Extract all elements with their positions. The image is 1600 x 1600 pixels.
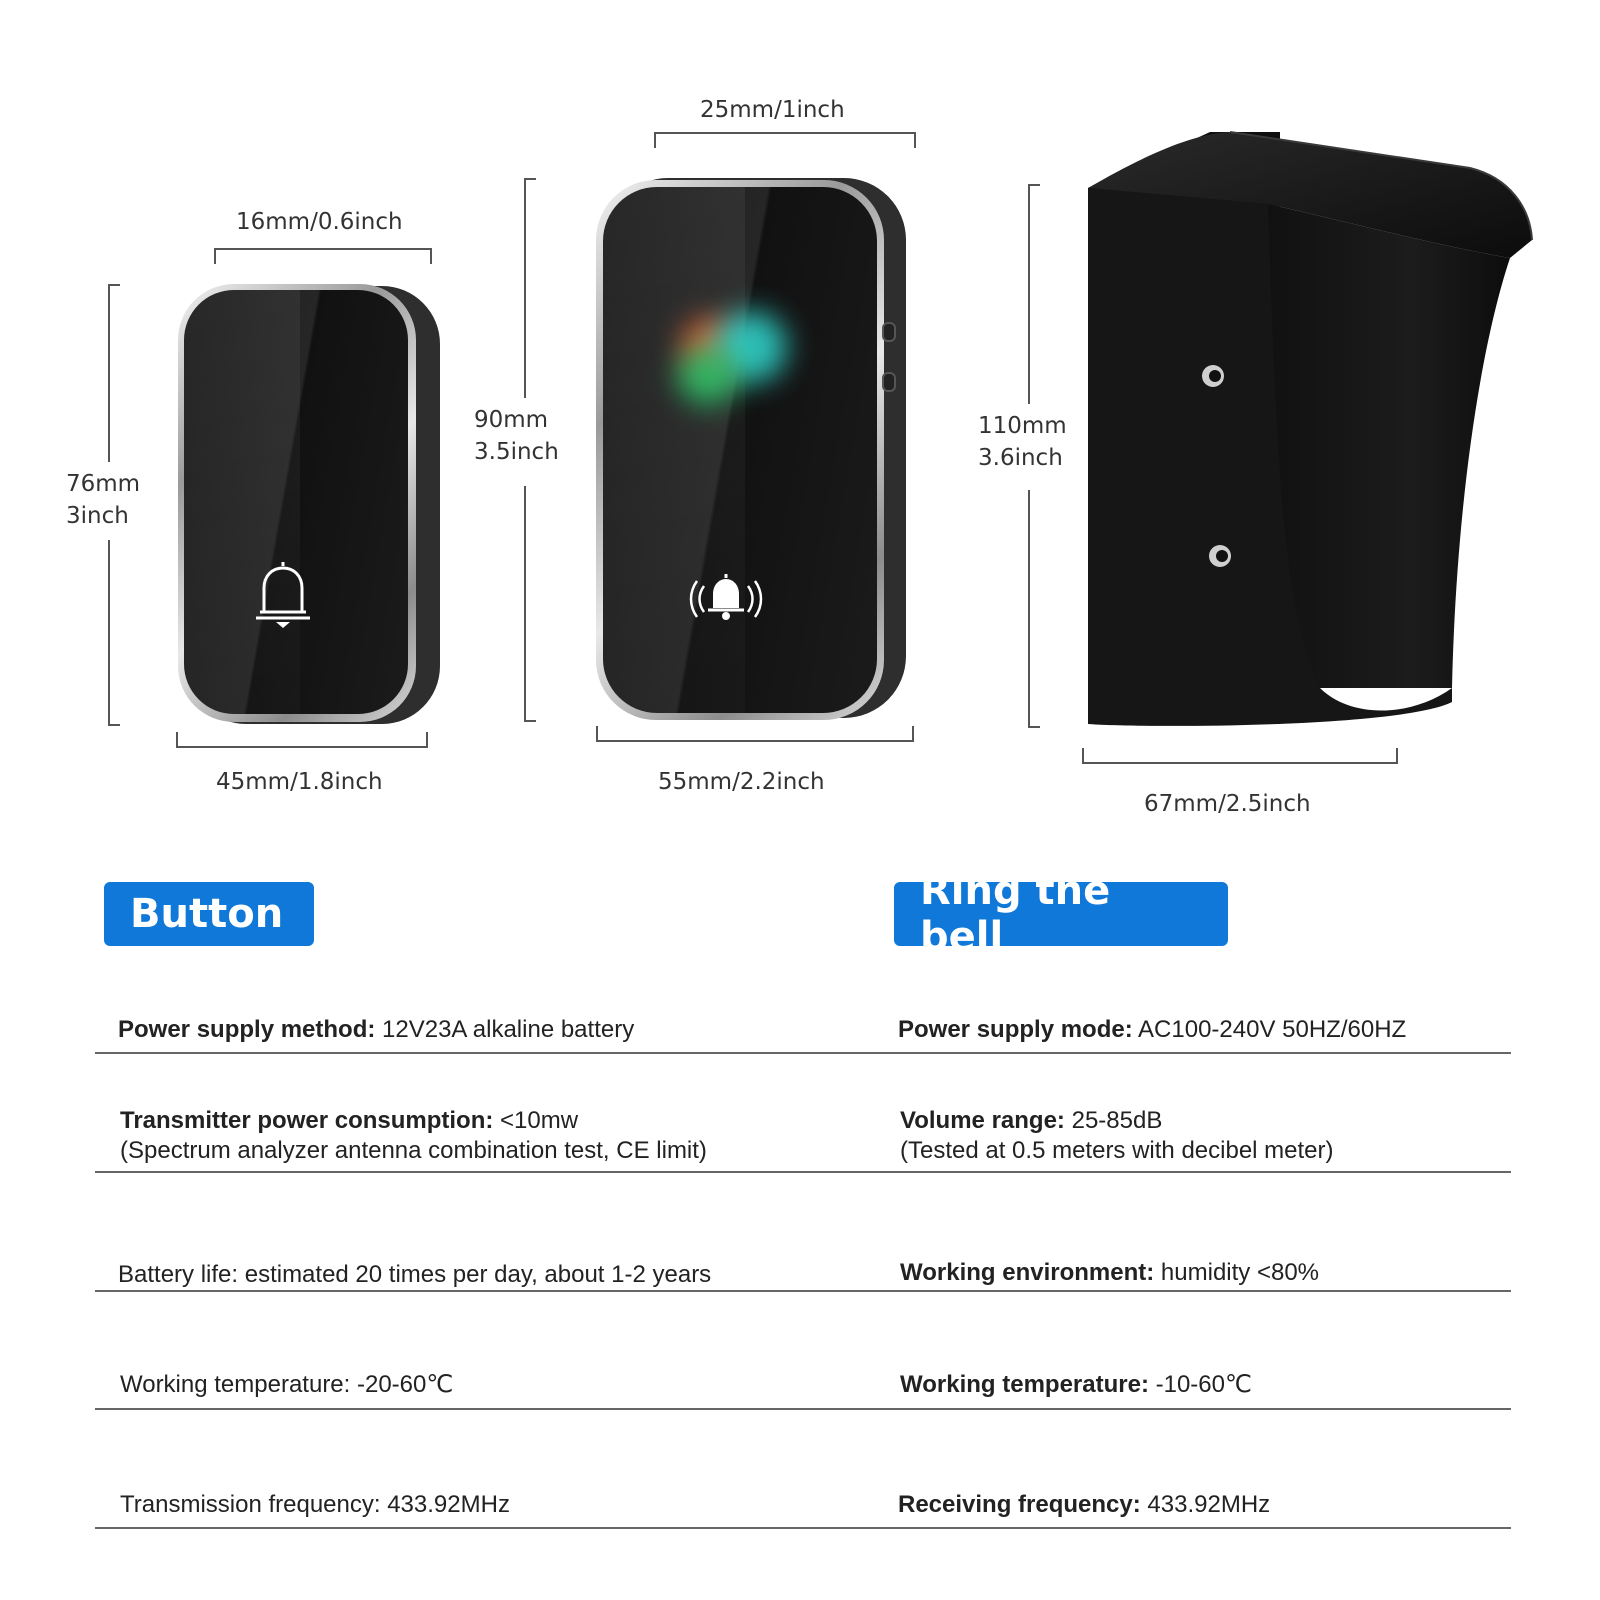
cover-height-in: 3.6inch [978,445,1063,471]
bell-spec-power: Power supply mode: AC100-240V 50HZ/60HZ [898,1016,1407,1043]
side-button-lower [882,372,896,392]
receiver-height-line-bottom [524,486,536,722]
cover-height-line-bottom [1028,490,1040,728]
button-section-title: Button [104,882,314,946]
led-green-glow [677,347,739,405]
receiver-height-in: 3.5inch [474,439,559,465]
rain-cover [1080,128,1546,728]
button-width-bracket [214,248,432,264]
receiver-height-line-top [524,178,536,398]
side-button-upper [882,322,896,342]
divider-2 [95,1171,1511,1173]
button-height-mm: 76mm [66,471,141,497]
receiver-device-face [603,187,877,713]
button-device-face [184,290,408,714]
button-spec-consumption: Transmitter power consumption: <10mw (Spectrum analyzer antenna combination test, CE limit) [120,1107,707,1164]
cover-height-label [978,410,1067,474]
button-spec-battery-life: Battery life: estimated 20 times per day, about 1-2 years [118,1261,712,1288]
bell-spec-environment: Working environment: humidity <80% [900,1259,1320,1286]
button-spec-frequency: Transmission frequency: 433.92MHz [120,1491,510,1518]
bell-section-title: Ring the bell [894,882,1228,946]
button-spec-temperature: Working temperature: -20-60℃ [120,1371,454,1398]
receiver-height-mm: 90mm [474,407,549,433]
receiver-depth-label: 55mm/2.2inch [658,769,825,795]
divider-5 [95,1527,1511,1529]
button-depth-label: 45mm/1.8inch [216,769,383,795]
receiver-depth-bracket [596,726,914,742]
bell-outline-icon [250,558,316,632]
cover-height-mm: 110mm [978,413,1067,439]
receiver-width-label: 25mm/1inch [700,97,845,123]
divider-1 [95,1052,1511,1054]
button-width-label: 16mm/0.6inch [236,209,403,235]
button-height-label [66,468,140,532]
divider-4 [95,1408,1511,1410]
button-height-line-top [108,284,120,462]
button-height-in: 3inch [66,503,129,529]
bell-spec-volume: Volume range: 25-85dB (Tested at 0.5 meters with decibel meter) [900,1107,1334,1164]
cover-width-label: 67mm/2.5inch [1144,791,1311,817]
ringing-bell-icon [686,570,766,624]
divider-3 [95,1290,1511,1292]
button-spec-power: Power supply method: 12V23A alkaline battery [118,1016,635,1043]
bell-spec-temperature: Working temperature: -10-60℃ [900,1371,1252,1398]
button-height-line-bottom [108,540,120,726]
receiver-width-bracket [654,132,916,148]
button-depth-bracket [176,732,428,748]
cover-height-line-top [1028,184,1040,404]
cover-width-bracket [1082,748,1398,764]
receiver-height-label [474,404,559,468]
bell-spec-frequency: Receiving frequency: 433.92MHz [898,1491,1271,1518]
